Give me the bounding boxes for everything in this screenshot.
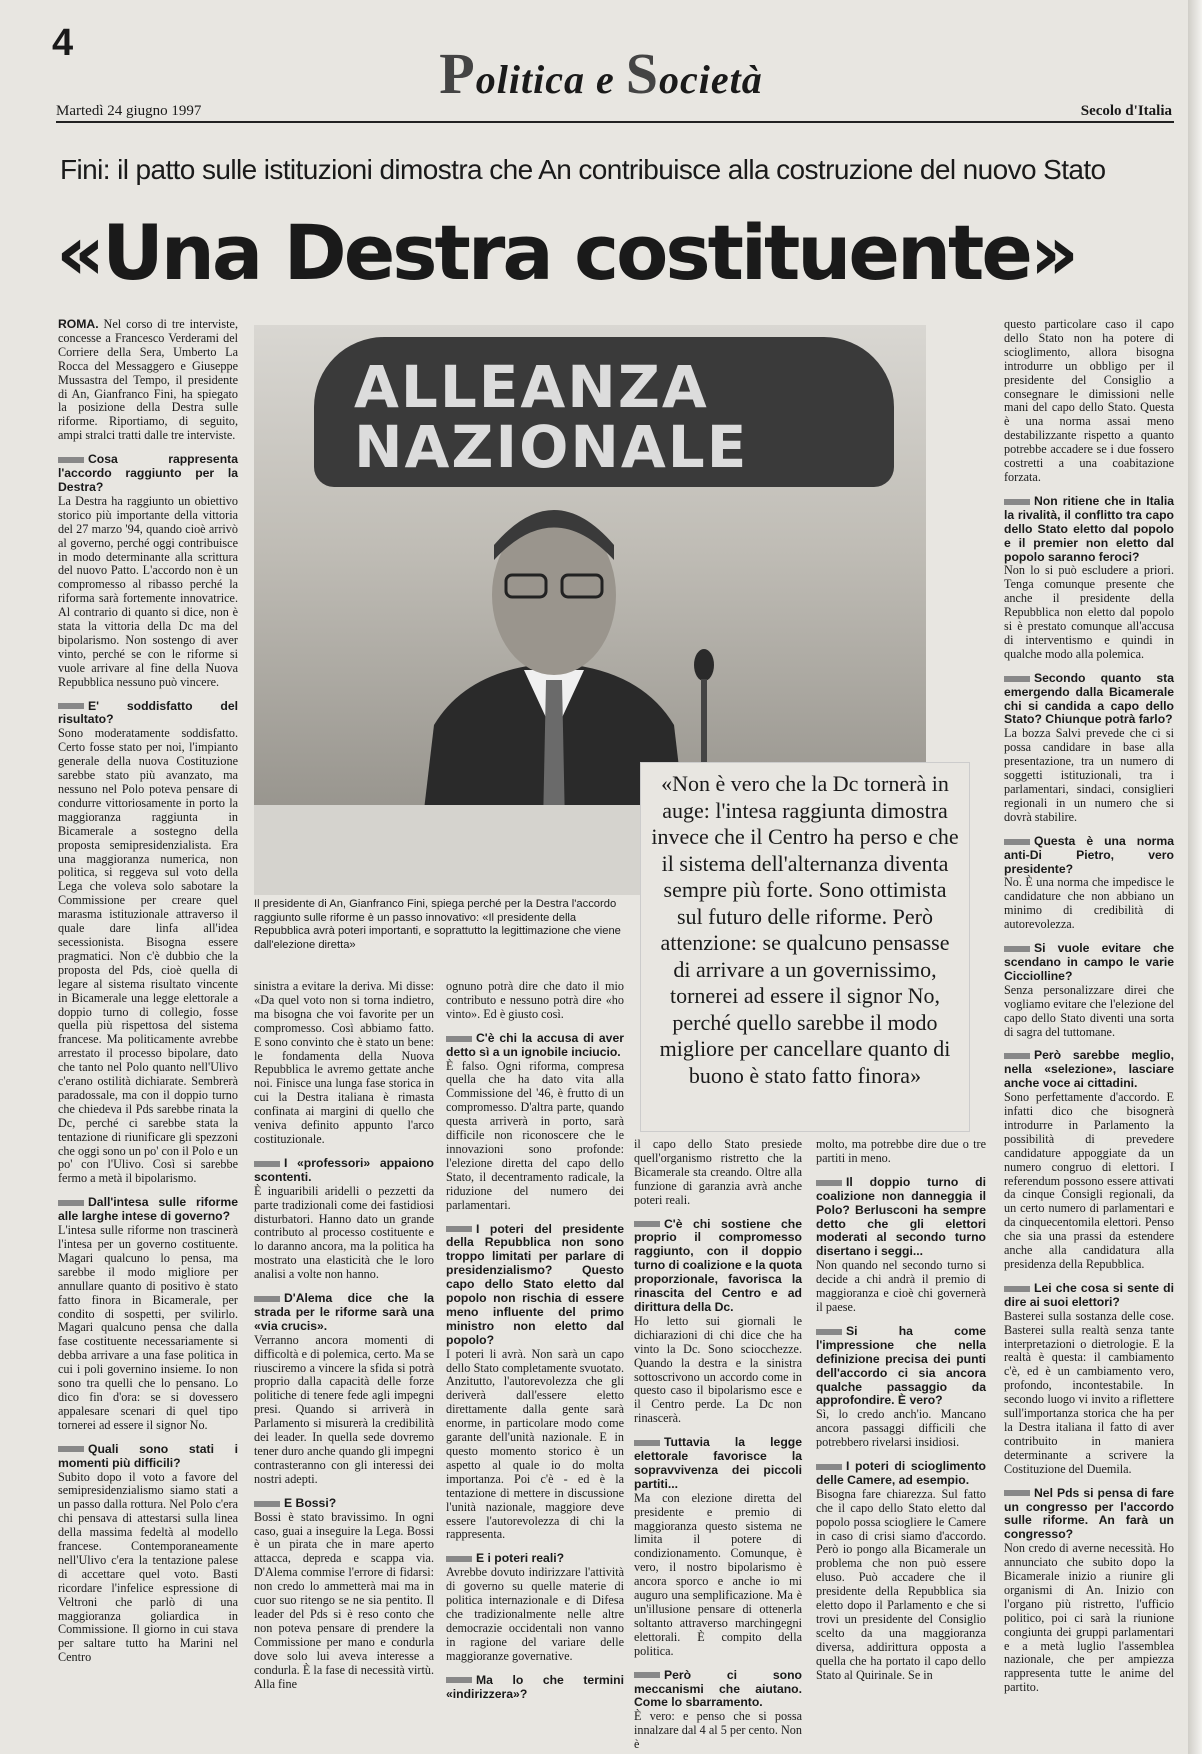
- question: D'Alema dice che la strada per le riforme sarà una «via crucis».: [254, 1291, 434, 1333]
- question: Dall'intesa sulle riforme alle larghe intese di governo?: [58, 1195, 238, 1224]
- header-rule: [56, 121, 1174, 123]
- column-4: [634, 1137, 802, 1752]
- column-5: [816, 1138, 986, 1738]
- column-3: [446, 980, 624, 1740]
- question: E Bossi?: [254, 1497, 434, 1511]
- section-word-2: ocietà: [658, 57, 763, 102]
- answer: Sono perfettamente d'accordo. E infatti dico che bisognerà introdurre in Parlamento la possibilità di prevedere candidature appoggiate da un numero congruo di elettori. I referendum possono essere attivati da cinque Consigli regionali, da un certo numero di parlamentari e da cinquecentomila elettori. Penso che sia una prassi da estendere anche alla candidatura alla presidenza della Repubblica.: [1004, 1090, 1174, 1271]
- article-kicker: Fini: il patto sulle istituzioni dimostra che An contribuisce alla costruzione del nuovo Stato: [60, 154, 1106, 185]
- column-6: [1004, 318, 1174, 1738]
- section-title: [0, 40, 1202, 107]
- party-banner: [314, 337, 894, 487]
- answer: Avrebbe dovuto indirizzare l'attività di governo su quelle materie di politica internazionale e di Difesa che tradizionalmente nelle altre democrazie occidentali non vanno in ragione del variare delle maggioranze governative.: [446, 1565, 624, 1663]
- answer: È inguaribili aridelli o pezzetti da parte tradizionali come dei fastidiosi disturbatori. Hanno dato un grande contributo al processo costituente e lo daranno ancora, ma la politica ha mostrato una elasticità che le loro analisi a volte non hanno.: [254, 1183, 434, 1282]
- column-1: [58, 318, 238, 1738]
- question: Questa è una norma anti-Di Pietro, vero presidente?: [1004, 833, 1174, 876]
- question: Lei che cosa si sente di dire ai suoi elettori?: [1004, 1280, 1174, 1309]
- answer: Sì, lo credo anch'io. Mancano ancora passaggi difficili che potrebbero rivelarsi insidiosi.: [816, 1407, 986, 1450]
- answer: È falso. Ogni riforma, compresa quella che ha dato vita alla Commissione del '46, è frutto di un compromesso. D'altra parte, quando questa arriverà in porto, sarà difficile non riconoscere che le innovazioni sono profonde: l'elezione diretta del capo dello Stato, il decentramento radicale, la riduzione del numero dei parlamentari.: [446, 1058, 624, 1212]
- answer: Sono moderatamente soddisfatto. Certo fosse stato per noi, l'impianto generale della nuova Costituzione sarebbe stato più avanzato, ma nessuno nel Polo poteva pensare di condurre vittoriosamente in porto la maggioranza raggiunta in Bicamerale a sostegno della proposta semipresidenzialista. Era una maggioranza numerica, non politica, si reggeva sul voto della Lega che voleva solo sabotare la Commissione per creare quel marasma istituzionale attraverso il quale dare linfa all'idea secessionista. Bisogna essere pragmatici. Non c'è dubbio che la proposta del Pds, cioè quella di legare al sistema risultato vincente in Bicamerale una legge elettorale a doppio turno di collegio, fosse quella più rispettosa del sistema francese. Ma politicamente avrebbe arrestato il processo bipolare, dato che tanto nel Polo quanto nell'Ulivo c'erano ostilità dichiarate. Sembrerà paradossale, ma con il doppio turno che chiedeva il Pds sarebbe rinata la Dc, perché ci sarebbe stata la tentazione di riunificare gli spezzoni che oggi sono un po' con il Polo e un po' con l'Ulivo. Così si sarebbe fermo a metà il bipolarismo.: [58, 726, 238, 1186]
- answer: Basterei sulla sostanza delle cose. Basterei sulla realtà senza tante interpretazioni o dietrologie. E la realtà è questa: il cambiamento c'è, ed è un cambiamento vero, profondo, incontestabile. In secondo luogo vi invito a riflettere sull'importanza storica che ha per la Destra italiana il fatto di aver contribuito in maniera determinante a scrivere la Costituzione del Duemila.: [1004, 1308, 1174, 1476]
- answer: Senza personalizzare direi che vogliamo evitare che l'elezione del capo dello Stato diventi una sorta di sagra del tuttomane.: [1004, 982, 1174, 1039]
- answer: Non quando nel secondo turno si decide a chi andrà il premio di maggioranza e cioè chi governerà il paese.: [816, 1258, 986, 1314]
- issue-date: Martedì 24 giugno 1997: [56, 103, 202, 119]
- question: Si ha come l'impressione che nella definizione precisa dei punti dell'accordo ci sia ancora qualche passaggio da approfondire. È vero?: [816, 1323, 986, 1408]
- question: Si vuole evitare che scendano in campo le varie Cicciolline?: [1004, 941, 1174, 983]
- question: I «professori» appaiono scontenti.: [254, 1155, 434, 1184]
- newspaper-name: Secolo d'Italia: [1080, 103, 1172, 119]
- question: Secondo quanto sta emergendo dalla Bicamerale chi si candida a capo dello Stato? Chiunque potrà farlo?: [1004, 670, 1174, 727]
- answer: Verranno ancora momenti di difficoltà e di polemica, certo. Ma se riusciremo a vincere la sfida si potrà proprio dalla capacità delle forze politiche di tenere fede agli impegni presi. Quando si arriverà in Parlamento si misurerà la credibilità dei leader. In quella sede dovremo tener duro anche quando gli impegni contrasteranno con gli interessi dei nostri adepti.: [254, 1332, 434, 1486]
- page-gutter: [1188, 0, 1202, 1754]
- question: Cosa rappresenta l'accordo raggiunto per la Destra?: [58, 452, 238, 494]
- answer: Bisogna fare chiarezza. Sul fatto che il capo dello Stato eletto dal popolo possa sciogliere le Camere in caso di crisi siamo d'accordo. Però io pongo alla Bicamerale un problema che non può essere eluso. Può accadere che il presidente della Repubblica sia eletto dopo il Parlamento e che si trovi un presidente del Consiglio scelto da una maggioranza diversa, addirittura opposta a quella che ha portato il capo dello Stato al Quirinale. Se in: [816, 1486, 986, 1682]
- question: I poteri di scioglimento delle Camere, ad esempio.: [816, 1459, 986, 1487]
- section-initial-s: S: [625, 41, 659, 106]
- question: Non ritiene che in Italia la rivalità, il conflitto tra capo dello Stato eletto dal popolo e il premier non eletto dal popolo saranno feroci?: [1004, 493, 1174, 564]
- question: I poteri del presidente della Repubblica non sono troppo limitati per parlare di presidenzialismo? Questo capo dello Stato eletto dal popolo non rischia di essere meno influente del primo ministro non eletto dal popolo?: [446, 1221, 624, 1347]
- paragraph: molto, ma potrebbe dire due o tre partiti in meno.: [816, 1137, 986, 1165]
- answer: Ho letto sui giornali le dichiarazioni di chi dice che ha vinto la Dc. Sono sciocchezze. Quando la destra e la sinistra sottoscrivono un accordo come in questo caso il bipolarismo esce e il Centro perde. La Dc non rinascerà.: [634, 1313, 802, 1426]
- answer: Bossi è stato bravissimo. In ogni caso, guai a inseguire la Lega. Bossi è un pirata che in mare aperto attacca, depreda e scappa via. D'Alema commise l'errore di fidarsi: non credo lo ammetterà mai ma in cuor suo ritengo se ne sia pentito. Il leader del Pds si è reso conto che non poteva pensare di prendere la Commissione per mano e condurla dove solo lui aveva interesse a condurla. È la fase di necessità virtù. Alla fine: [254, 1509, 434, 1691]
- answer: I poteri li avrà. Non sarà un capo dello Stato completamente svuotato. Anzitutto, l'autorevolezza che gli deriverà dall'essere eletto direttamente dalla gente sarà enorme, in particolare modo come garante dell'unità nazionale. E in questo momento storico è un aspetto al quale io do molta importanza. Poi c'è - ed è la tentazione di mettere in discussione l'unità nazionale, maggiore deve essere l'autorevolezza di chi la rappresenta.: [446, 1346, 624, 1542]
- question: Nel Pds si pensa di fare un congresso per l'accordo sulle riforme. An farà un congresso?: [1004, 1485, 1174, 1542]
- question: Quali sono stati i momenti più difficili?: [58, 1441, 238, 1470]
- question: Però sarebbe meglio, nella «selezione», lasciare anche voce ai cittadini.: [1004, 1048, 1174, 1091]
- question: C'è chi la accusa di aver detto sì a un ignobile inciucio.: [446, 1030, 624, 1059]
- answer: No. È una norma che impedisce le candidature che non abbiano un minimo di credibilità di autorevolezza.: [1004, 875, 1174, 932]
- answer: Ma con elezione diretta del presidente e premio di maggioranza questo sistema ne limita il potere di condizionamento. Comunque, è vero, il nostro bipolarismo è ancora sporco e anche io mi auguro una semplificazione. Ma è un'illusione pensare di ottenerla soltanto attraverso marchingegni elettorali. È compito della politica.: [634, 1490, 802, 1658]
- question: Ma lo che termini «indirizzera»?: [446, 1672, 624, 1701]
- banner-text: ALLEANZA NAZIONALE: [354, 353, 749, 481]
- paragraph: sinistra a evitare la deriva. Mi disse: «Da quel voto non si torna indietro, ma bisogna che voi favorite per un compromesso. Così abbiamo fatto. E sono convinto che è stato un bene: le fondamenta della Nuova Repubblica le avremo gettate anche noi. Finisce una lunga fase storica in cui la Destra italiana è rimasta confinata ai margini di quello che veniva definito appunto l'arco costituzionale.: [254, 979, 434, 1146]
- lead-dateline: ROMA.: [58, 317, 99, 331]
- pull-quote: «Non è vero che la Dc tornerà in auge: l'intesa raggiunta dimostra invece che il Centro ha perso e che il sistema dell'alternanza diventa sempre più forte. Sono ottimista sul futuro delle riforme. Però attenzione: se qualcuno pensasse di arrivare a un governissimo, tornerei ad essere il signor No, perché quello sarebbe il modo migliore per cancellare quanto di buono è stato fatto finora»: [640, 762, 970, 1132]
- paragraph: questo particolare caso il capo dello Stato non ha potere di scioglimento, allora bisogna introdurre un obbligo per il presidente del Consiglio a consegnare le dimissioni nelle mani del capo dello Stato. Questa è una norma assai meno destabilizzante rispetto a quanto potrebbe accadere se i due fossero costretti a una coabitazione forzata.: [1004, 317, 1174, 484]
- question: E i poteri reali?: [446, 1552, 624, 1566]
- answer: Subito dopo il voto a favore del semipresidenzialismo siamo stati a un passo dalla rottura. Nel Polo c'era chi pensava di attestarsi sulla linea della massima fedeltà al modello francese. Contemporaneamente nell'Ulivo c'era la tentazione palese di accettare quel voto. Basti ricordare l'infelice espressione di Veltroni che parlò di una maggioranza goliardica in Commissione. Il giorno in cui stava per saltare tutto ha Marini nel Centro: [58, 1469, 238, 1665]
- answer: L'intesa sulle riforme non trascinerà l'intesa per un governo costituente. Magari qualcuno lo pensa, ma sarebbe il modo migliore per annullare quanto di positivo è stato fatto finora in Bicamerale, per condito di sospetti, per svilirlo. Magari qualcuno pensa che dalla fase costituente necessariamente si debba arrivare a una fase politica in cui i poli governino insieme. Io non sono tra quelli che lo pensano. Lo dico fin d'ora: se si dovessero appalesare scenari di quel tipo tornerei ad essere il signor No.: [58, 1223, 238, 1432]
- paragraph: il capo dello Stato presiede quell'organismo ristretto che la Bicamerale sta creando. Oltre alla funzione di garanzia avrà anche poteri reali.: [634, 1137, 802, 1207]
- question: Tuttavia la legge elettorale favorisce la sopravvivenza dei piccoli partiti...: [634, 1435, 802, 1491]
- photo-caption: Il presidente di An, Gianfranco Fini, spiega perché per la Destra l'accordo raggiunto sulle riforme è un passo innovativo: «Il presidente della Repubblica avrà poteri importanti, e soprattutto la legittimazione che viene dall'elezione diretta»: [254, 898, 621, 951]
- answer: È vero: e penso che si possa innalzare dal 4 al 5 per cento. Non è: [634, 1709, 802, 1752]
- answer: La Destra ha raggiunto un obiettivo storico più importante della vittoria del 27 marzo '94, quando cioè arrivò al governo, perché oggi contribuisce in modo determinante alla scrittura del nuovo Patto. L'accordo non è un compromesso al ribasso perché la riforma sarà fortemente innovatrice. Al contrario di quanto si dice, non è stata la vittoria della Dc ma del bipolarismo. Non sostengo di aver vinto, perché se con le riforme si vuole arrivare al fine della Nuova Repubblica nessuno può vincere.: [58, 493, 238, 689]
- answer: La bozza Salvi prevede che ci si possa candidare in base alla presentazione, tra un numero di soggetti istituzionali, tra i parlamentari, sindaci, consiglieri regionali in un numero che si dovrà stabilire.: [1004, 726, 1174, 824]
- question: E' soddisfatto del risultato?: [58, 698, 238, 727]
- section-initial-p: P: [439, 41, 476, 106]
- answer: Non credo di averne necessità. Ho annunciato che subito dopo la Bicamerale inizio a riunire gli organismi di An. Inizio con l'organo più ristretto, l'ufficio politico, poi ci sarà la riunione congiunta dei gruppi parlamentari e a metà luglio l'assemblea nazionale, che per ampiezza rappresenta tutte le anime del partito.: [1004, 1541, 1174, 1695]
- section-word-1: olitica e: [475, 57, 626, 102]
- article-headline: «Una Destra costituente»: [56, 208, 1077, 297]
- question: C'è chi sostiene che proprio il compromesso raggiunto, con il doppio turno di coalizione e la quota proporzionale, favorisca la rinascita del Centro e ad dirittura della Dc.: [634, 1216, 802, 1314]
- page-number: 4: [52, 22, 74, 64]
- answer: Non lo si può escludere a priori. Tenga comunque presente che anche il presidente della Repubblica non eletto dal popolo si è prestato comunque all'accusa di interventismo e quindi in qualche modo alla polemica.: [1004, 563, 1174, 661]
- column-2: [254, 980, 434, 1740]
- lead-paragraph: Nel corso di tre interviste, concesse a Francesco Verderami del Corriere della Sera, Umberto La Rocca del Messaggero e Giuseppe Mussastra del Tempo, il presidente di An, Gianfranco Fini, ha spiegato la posizione della Destra sulle riforme. Riportiamo, di seguito, ampi stralci tratti dalle tre interviste.: [58, 317, 238, 443]
- paragraph: ognuno potrà dire che dato il mio contributo e nessuno potrà dire «ho vinto». Ed è giusto così.: [446, 979, 624, 1021]
- question: Il doppio turno di coalizione non danneggia il Polo? Berlusconi ha sempre detto che gli elettori moderati al secondo turno disertano i seggi...: [816, 1174, 986, 1259]
- question: Però ci sono meccanismi che aiutano. Come lo sbarramento.: [634, 1667, 802, 1710]
